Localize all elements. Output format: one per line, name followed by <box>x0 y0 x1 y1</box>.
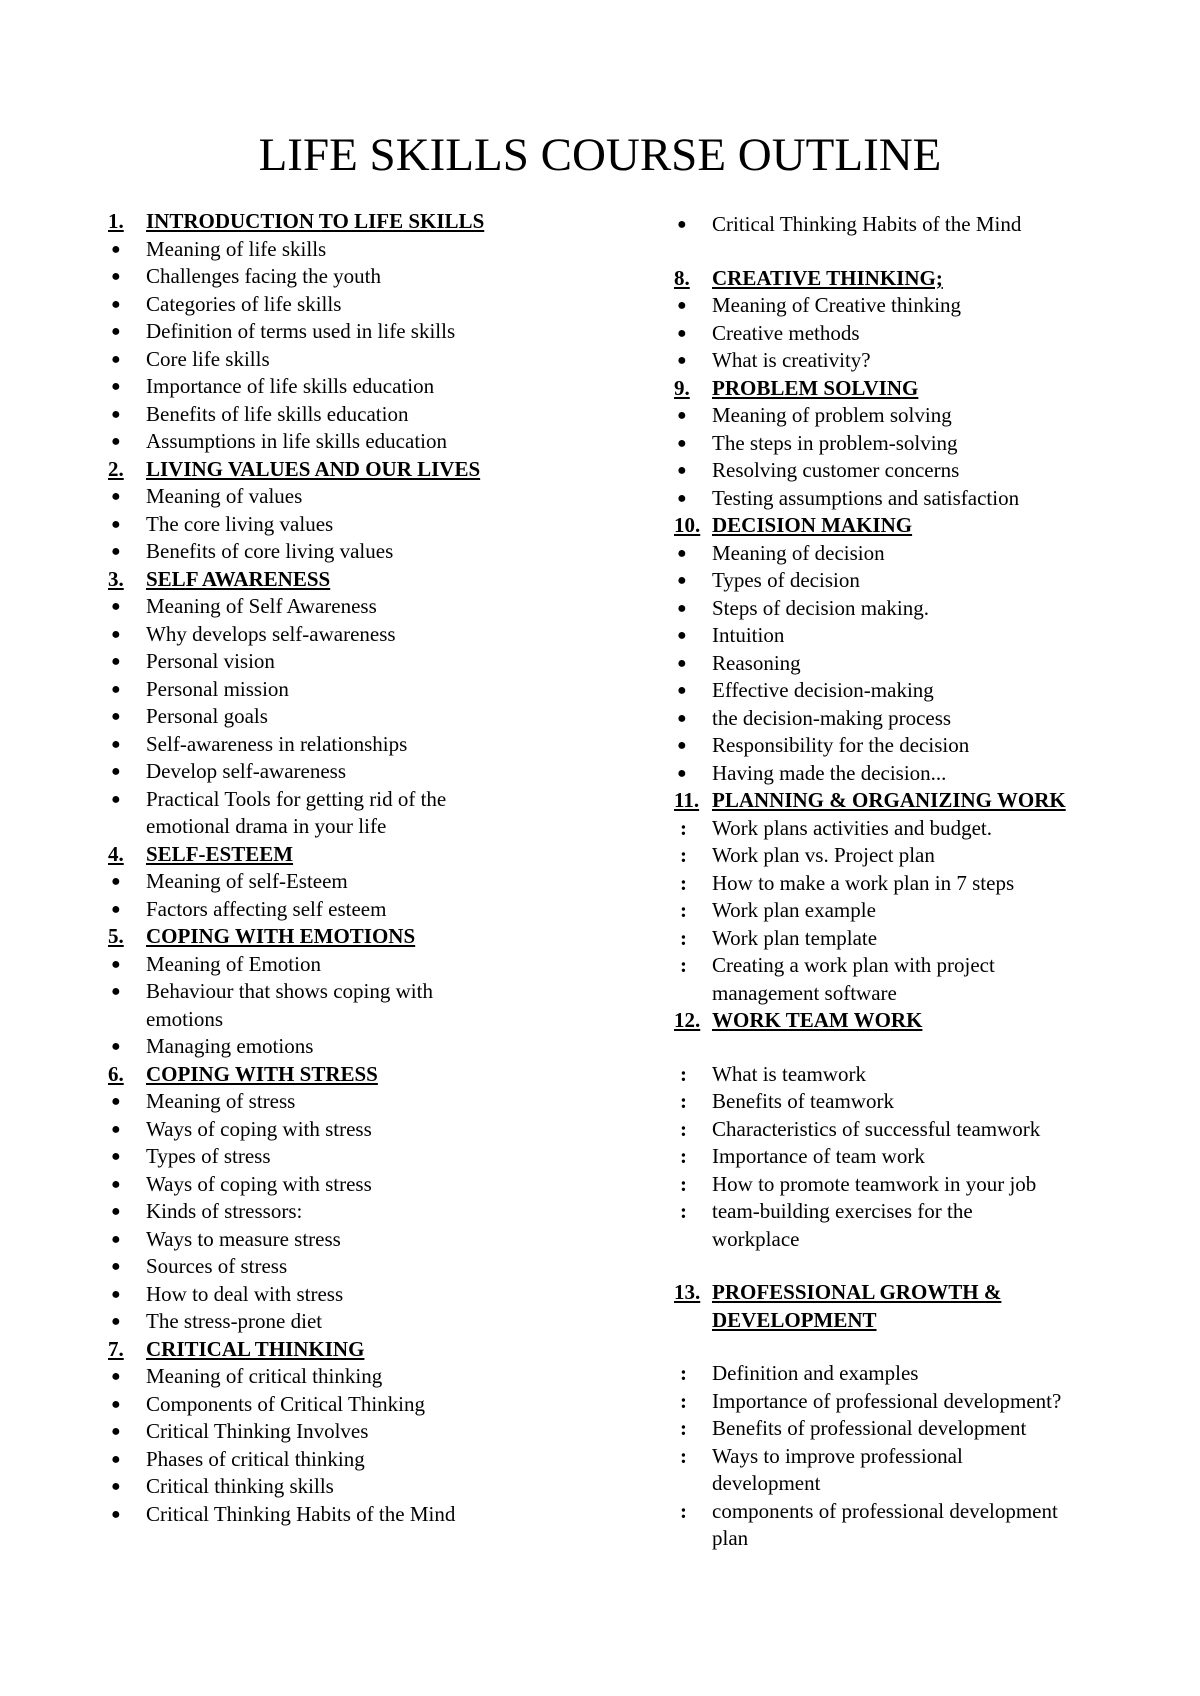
bullet-icon: ● <box>111 763 121 780</box>
list-item-text: Benefits of teamwork <box>712 1089 894 1113</box>
section-heading <box>674 787 1144 815</box>
list-item-text: Critical thinking skills <box>146 1474 334 1498</box>
list-item <box>674 952 1144 1007</box>
bullet-icon: ● <box>677 407 687 424</box>
list-item-text: Critical Thinking Habits of the Mind <box>146 1501 456 1526</box>
list-item <box>108 896 578 924</box>
bullet-icon: ● <box>111 1395 121 1413</box>
bullet-icon: ● <box>111 1120 121 1138</box>
list-item <box>108 346 578 374</box>
list-item <box>674 705 1144 733</box>
bullet-icon: ● <box>111 983 121 1000</box>
bullet-icon: ● <box>111 1313 121 1330</box>
list-item <box>674 650 1144 678</box>
bullet-icon: : <box>680 1199 687 1223</box>
section-heading <box>108 841 578 869</box>
bullet-icon: ● <box>111 1450 121 1468</box>
list-item-text: Factors affecting self esteem <box>146 896 387 921</box>
section-number: 4. <box>108 841 124 866</box>
section-heading <box>674 512 1144 540</box>
section-title: WORK TEAM WORK <box>712 1008 923 1032</box>
bullet-icon: ● <box>111 873 121 890</box>
list-item <box>108 951 578 979</box>
bullet-icon: ● <box>111 1478 121 1495</box>
list-item-text: Meaning of stress <box>146 1089 296 1113</box>
section-title: COPING WITH STRESS <box>146 1061 378 1086</box>
section-title: COPING WITH EMOTIONS <box>146 924 416 948</box>
bullet-icon: ● <box>677 489 687 507</box>
bullet-icon: ● <box>111 1258 121 1275</box>
list-item <box>108 621 578 649</box>
list-item-text: Importance of life skills education <box>146 374 435 398</box>
section-number: 7. <box>108 1336 124 1361</box>
list-item <box>674 760 1144 788</box>
bullet-icon: : <box>680 1498 687 1523</box>
list-item <box>674 677 1144 705</box>
bullet-icon: ● <box>111 653 121 670</box>
section-number: 6. <box>108 1061 124 1086</box>
bullet-icon: : <box>680 1416 687 1440</box>
bullet-icon: ● <box>111 1203 121 1220</box>
list-item <box>108 978 578 1033</box>
list-item <box>674 430 1144 458</box>
list-item <box>108 1446 578 1474</box>
bullet-icon: : <box>680 1061 687 1086</box>
bullet-icon: ● <box>677 627 687 644</box>
list-item <box>108 1088 578 1116</box>
list-item-text: Meaning of Creative thinking <box>712 293 962 317</box>
bullet-icon: ● <box>677 434 687 452</box>
list-item <box>674 1198 1144 1253</box>
list-item-text: Phases of critical thinking <box>146 1446 365 1471</box>
section-number: 12. <box>674 1008 701 1032</box>
left-column <box>108 208 578 1528</box>
section-heading <box>674 265 1144 293</box>
list-item <box>108 1391 578 1419</box>
section-title: CREATIVE THINKING; <box>712 265 943 290</box>
list-item <box>108 538 578 566</box>
bullet-icon: ● <box>677 737 687 754</box>
bullet-icon: : <box>680 843 687 867</box>
list-item <box>108 1171 578 1199</box>
list-item-text: Types of stress <box>146 1144 271 1168</box>
bullet-icon: ● <box>111 378 121 395</box>
list-item <box>108 1198 578 1226</box>
spacer <box>674 1334 1144 1360</box>
bullet-icon: ● <box>677 544 687 562</box>
list-item <box>674 897 1144 925</box>
section-number: 3. <box>108 566 124 591</box>
list-item <box>108 1501 578 1529</box>
list-item <box>674 292 1144 320</box>
list-item <box>674 485 1144 513</box>
page-title: LIFE SKILLS COURSE OUTLINE <box>258 129 942 181</box>
list-item <box>108 1033 578 1061</box>
list-item <box>108 373 578 401</box>
list-item <box>108 1226 578 1254</box>
list-item <box>108 1418 578 1446</box>
bullet-icon: ● <box>111 708 121 725</box>
bullet-icon: ● <box>111 900 121 918</box>
list-item <box>108 1473 578 1501</box>
list-item-text: Reasoning <box>712 650 801 675</box>
bullet-icon: : <box>680 1443 687 1468</box>
list-item <box>674 457 1144 485</box>
list-item <box>674 870 1144 898</box>
section-number: 9. <box>674 375 690 400</box>
list-item-text: Ways of coping with stress <box>146 1171 372 1196</box>
list-item-text: Characteristics of successful teamwork <box>712 1116 1041 1141</box>
section-title: CRITICAL THINKING <box>146 1336 365 1361</box>
section-heading <box>108 923 578 951</box>
spacer <box>674 1253 1144 1279</box>
list-item <box>674 1143 1144 1171</box>
list-item-text: Core life skills <box>146 346 270 371</box>
bullet-icon: ● <box>677 352 687 369</box>
spacer <box>674 1035 1144 1061</box>
section-number: 1. <box>108 209 124 233</box>
bullet-icon: ● <box>111 1038 121 1055</box>
bullet-icon: : <box>680 1388 687 1413</box>
bullet-icon: ● <box>677 709 687 727</box>
list-item <box>674 1498 1144 1553</box>
list-item <box>674 1116 1144 1144</box>
bullet-icon: ● <box>111 735 121 753</box>
list-item-text: Critical Thinking Habits of the Mind <box>712 212 1022 236</box>
list-item <box>108 511 578 539</box>
bullet-icon: ● <box>111 1285 121 1303</box>
bullet-icon: ● <box>111 790 121 808</box>
list-item-text: Assumptions in life skills education <box>146 429 447 453</box>
bullet-icon: ● <box>111 955 121 973</box>
list-item <box>108 758 578 786</box>
section-title: SELF-ESTEEM <box>146 841 294 866</box>
list-item-text: Meaning of Self Awareness <box>146 594 377 618</box>
list-item-text: The stress-prone diet <box>146 1309 323 1333</box>
list-item-text: Why develops self-awareness <box>146 621 396 646</box>
list-item <box>674 1415 1144 1443</box>
section-number: 8. <box>674 265 690 290</box>
list-item-text: Steps of decision making. <box>712 595 929 620</box>
bullet-icon: ● <box>111 433 121 450</box>
list-item-text: The core living values <box>146 511 334 536</box>
list-item <box>674 1360 1144 1388</box>
list-item <box>108 236 578 264</box>
list-item-text: Self-awareness in relationships <box>146 731 408 756</box>
list-item <box>674 1443 1144 1498</box>
section-title: PLANNING & ORGANIZING WORK <box>712 788 1066 812</box>
list-item <box>674 622 1144 650</box>
bullet-icon: : <box>680 1116 687 1141</box>
list-item-text: What is creativity? <box>712 348 871 372</box>
list-item <box>108 648 578 676</box>
list-item <box>108 1308 578 1336</box>
list-item <box>674 1061 1144 1089</box>
list-item-text: Work plan vs. Project plan <box>712 843 935 867</box>
bullet-icon: : <box>680 1089 687 1113</box>
bullet-icon: ● <box>677 572 687 589</box>
list-item-text: Meaning of Emotion <box>146 951 321 976</box>
list-item <box>674 732 1144 760</box>
list-item-text: Having made the decision... <box>712 760 947 785</box>
bullet-icon: ● <box>111 543 121 560</box>
bullet-icon: : <box>680 815 687 840</box>
bullet-icon: : <box>680 1144 687 1168</box>
bullet-icon: : <box>680 953 687 977</box>
bullet-icon: ● <box>111 1505 121 1523</box>
list-item <box>674 815 1144 843</box>
list-item-text: Testing assumptions and satisfaction <box>712 485 1020 510</box>
bullet-icon: ● <box>677 764 687 782</box>
section-title: INTRODUCTION TO LIFE SKILLS <box>146 209 485 233</box>
section-heading <box>108 456 578 484</box>
bullet-icon: : <box>680 925 687 950</box>
list-item <box>674 567 1144 595</box>
list-item-text: Ways to measure stress <box>146 1226 341 1251</box>
list-item-text: Critical Thinking Involves <box>146 1419 369 1443</box>
bullet-icon: : <box>680 1361 687 1385</box>
list-item-text: Ways to improve professional development <box>712 1443 963 1495</box>
list-item-text: Meaning of problem solving <box>712 403 952 427</box>
bullet-icon: ● <box>111 680 121 698</box>
bullet-icon: ● <box>111 1423 121 1440</box>
list-item-text: Practical Tools for getting rid of the emotional drama in your life <box>146 786 447 838</box>
list-item-text: Components of Critical Thinking <box>146 1391 426 1416</box>
bullet-icon: ● <box>111 598 121 615</box>
list-item <box>674 320 1144 348</box>
list-item-text: Work plan example <box>712 898 876 922</box>
section-number: 5. <box>108 924 124 948</box>
section-heading <box>108 566 578 594</box>
list-item <box>108 483 578 511</box>
list-item-text: Challenges facing the youth <box>146 264 382 288</box>
bullet-icon: ● <box>111 1368 121 1385</box>
section-number: 11. <box>674 788 700 812</box>
bullet-icon: ● <box>677 462 687 479</box>
list-item-text: Definition of terms used in life skills <box>146 319 456 343</box>
list-item <box>674 347 1144 375</box>
section-number: 2. <box>108 456 124 481</box>
section-heading <box>674 1279 1144 1334</box>
list-item-text: Meaning of self-Esteem <box>146 869 348 893</box>
list-item <box>674 1388 1144 1416</box>
list-item <box>674 211 1144 239</box>
list-item <box>108 428 578 456</box>
list-item-text: components of professional development plan <box>712 1498 1058 1550</box>
bullet-icon: ● <box>111 240 121 258</box>
list-item-text: Categories of life skills <box>146 291 342 316</box>
bullet-icon: ● <box>111 268 121 285</box>
bullet-icon: ● <box>111 625 121 643</box>
list-item-text: Develop self-awareness <box>146 759 346 783</box>
bullet-icon: ● <box>111 1148 121 1165</box>
list-item-text: How to promote teamwork in your job <box>712 1171 1037 1196</box>
list-item-text: Meaning of decision <box>712 540 885 565</box>
bullet-icon: : <box>680 1171 687 1196</box>
list-item <box>108 703 578 731</box>
list-item-text: Benefits of core living values <box>146 539 394 563</box>
list-item <box>108 401 578 429</box>
list-item-text: Ways of coping with stress <box>146 1116 372 1141</box>
list-item <box>674 1088 1144 1116</box>
list-item-text: The steps in problem-solving <box>712 430 958 455</box>
bullet-icon: ● <box>111 1093 121 1110</box>
section-heading <box>108 1336 578 1364</box>
list-item-text: Meaning of life skills <box>146 236 327 261</box>
list-item <box>108 1143 578 1171</box>
list-item-text: Creating a work plan with project management software <box>712 953 995 1005</box>
spacer <box>674 239 1144 265</box>
list-item-text: Personal goals <box>146 704 268 728</box>
bullet-icon: ● <box>111 515 121 533</box>
bullet-icon: ● <box>677 599 687 617</box>
list-item-text: Work plans activities and budget. <box>712 815 992 840</box>
section-heading <box>108 208 578 236</box>
list-item <box>108 263 578 291</box>
list-item <box>108 786 578 841</box>
list-item-text: Meaning of critical thinking <box>146 1364 383 1388</box>
list-item-text: Definition and examples <box>712 1361 919 1385</box>
bullet-icon: ● <box>111 405 121 423</box>
section-title: SELF AWARENESS <box>146 566 331 591</box>
list-item <box>108 1281 578 1309</box>
list-item <box>674 1171 1144 1199</box>
list-item-text: Personal mission <box>146 676 289 701</box>
list-item-text: Sources of stress <box>146 1254 288 1278</box>
list-item-text: Responsibility for the decision <box>712 733 970 757</box>
bullet-icon: ● <box>111 1175 121 1193</box>
list-item-text: Effective decision-making <box>712 678 934 702</box>
bullet-icon: : <box>680 898 687 922</box>
section-heading <box>674 375 1144 403</box>
list-item-text: the decision-making process <box>712 705 952 730</box>
list-item-text: How to deal with stress <box>146 1281 344 1306</box>
section-title: PROBLEM SOLVING <box>712 375 919 400</box>
list-item-text: Types of decision <box>712 568 860 592</box>
list-item-text: Importance of team work <box>712 1144 925 1168</box>
bullet-icon: ● <box>677 654 687 672</box>
bullet-icon: ● <box>111 295 121 313</box>
right-column <box>674 211 1144 1553</box>
list-item-text: Behaviour that shows coping with emotions <box>146 979 433 1031</box>
bullet-icon: : <box>680 870 687 895</box>
list-item <box>108 593 578 621</box>
bullet-icon: ● <box>677 297 687 314</box>
list-item-text: Benefits of professional development <box>712 1416 1027 1440</box>
list-item-text: Creative methods <box>712 320 860 345</box>
list-item <box>108 868 578 896</box>
list-item-text: Personal vision <box>146 649 275 673</box>
list-item <box>674 540 1144 568</box>
list-item-text: Work plan template <box>712 925 878 950</box>
list-item <box>108 291 578 319</box>
list-item-text: What is teamwork <box>712 1061 866 1086</box>
list-item <box>108 1116 578 1144</box>
bullet-icon: ● <box>677 324 687 342</box>
bullet-icon: ● <box>677 682 687 699</box>
list-item <box>108 318 578 346</box>
list-item-text: Managing emotions <box>146 1034 314 1058</box>
list-item <box>674 595 1144 623</box>
list-item <box>674 842 1144 870</box>
bullet-icon: ● <box>111 323 121 340</box>
list-item-text: Importance of professional development? <box>712 1388 1062 1413</box>
list-item-text: Meaning of values <box>146 484 303 508</box>
section-heading <box>674 1007 1144 1035</box>
list-item <box>108 1363 578 1391</box>
list-item <box>108 731 578 759</box>
list-item-text: Intuition <box>712 623 785 647</box>
section-title: LIVING VALUES AND OUR LIVES <box>146 456 481 481</box>
bullet-icon: ● <box>677 216 687 233</box>
bullet-icon: ● <box>111 1230 121 1248</box>
list-item-text: Kinds of stressors: <box>146 1199 303 1223</box>
list-item-text: Resolving customer concerns <box>712 458 960 482</box>
bullet-icon: ● <box>111 350 121 368</box>
list-item-text: How to make a work plan in 7 steps <box>712 870 1015 895</box>
bullet-icon: ● <box>111 488 121 505</box>
list-item-text: team-building exercises for the workplace <box>712 1199 973 1251</box>
list-item <box>674 925 1144 953</box>
list-item <box>674 402 1144 430</box>
list-item <box>108 676 578 704</box>
section-heading <box>108 1061 578 1089</box>
list-item-text: Benefits of life skills education <box>146 401 409 426</box>
list-item <box>108 1253 578 1281</box>
section-title: PROFESSIONAL GROWTH & DEVELOPMENT <box>712 1280 1002 1332</box>
section-number: 10. <box>674 513 701 537</box>
section-number: 13. <box>674 1280 701 1304</box>
section-title: DECISION MAKING <box>712 513 913 537</box>
